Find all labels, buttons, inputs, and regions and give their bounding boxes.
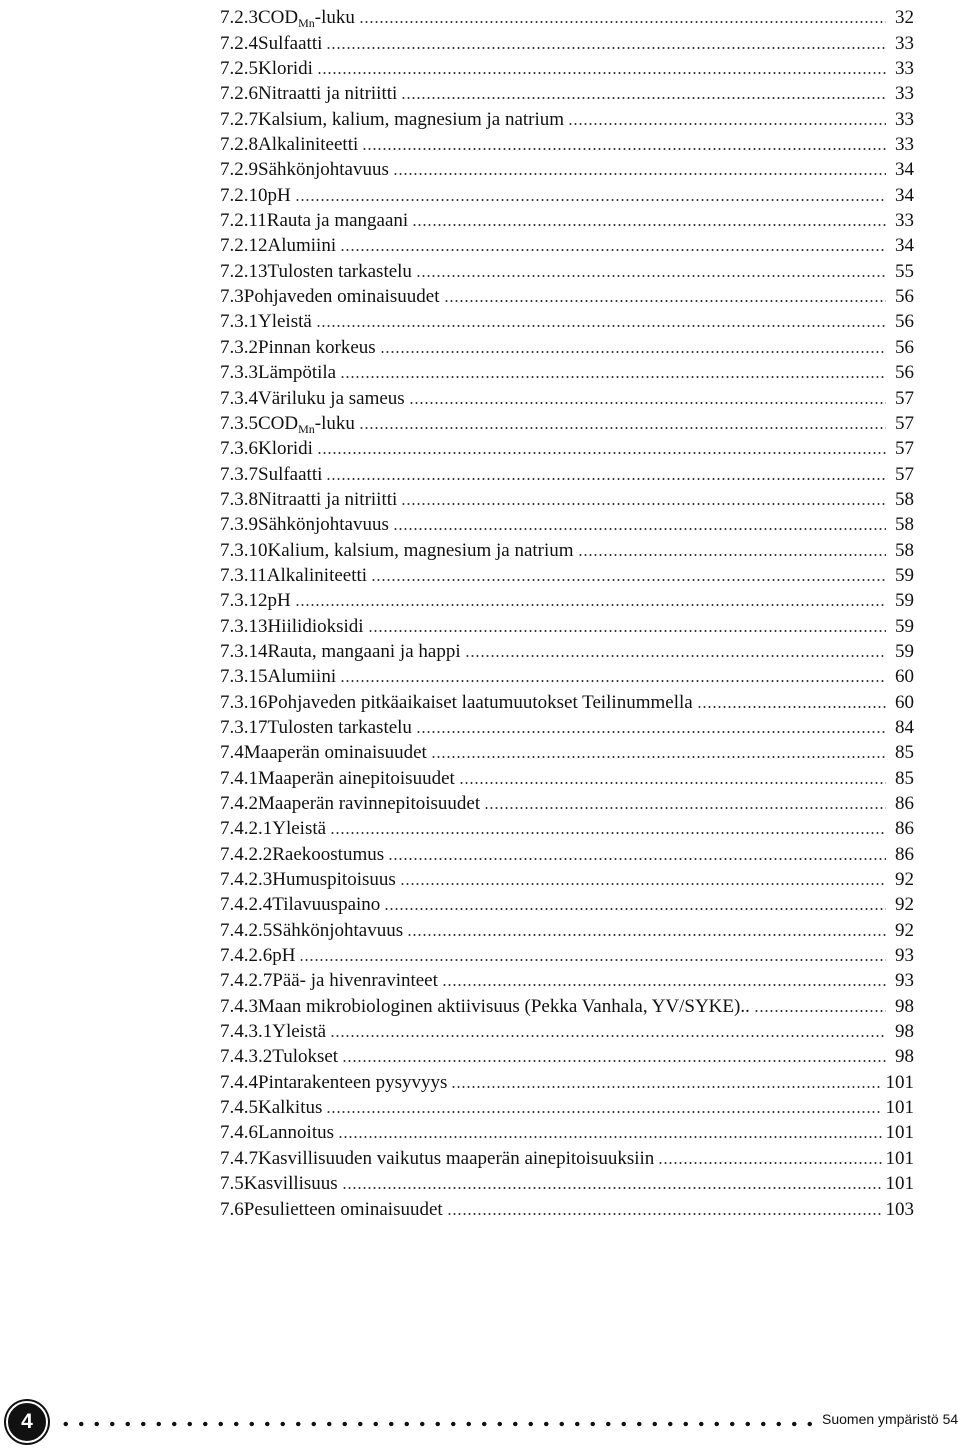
toc-entry: [220, 433, 914, 458]
toc-entry-number: 7.4.3.1: [220, 1021, 273, 1043]
toc-entry: [220, 889, 914, 914]
toc-entry-title: [258, 59, 313, 78]
toc-entry-number: 7.4.4: [220, 1071, 258, 1093]
toc-entry: [220, 940, 914, 965]
toc-entry-title-text: Lämpötila: [258, 362, 337, 384]
toc-entry: [220, 306, 914, 331]
toc-entry-number: 7.4.2.4: [220, 894, 273, 916]
toc-entry-title: [268, 693, 693, 712]
toc-entry-leader: [342, 1060, 886, 1062]
toc-entry-title-text: Alkaliniteetti: [258, 134, 359, 156]
toc-entry-title-text: Tulosten tarkastelu: [267, 716, 412, 738]
toc-entry-page: 86: [895, 843, 914, 865]
toc-entry-page: 101: [885, 1122, 914, 1144]
toc-entry-title-text: Tilavuuspaino: [272, 894, 381, 916]
toc-entry: [220, 1041, 914, 1066]
toc-entry: [220, 509, 914, 534]
toc-entry-title-text: Tulosten tarkastelu: [267, 260, 412, 282]
toc-entry-title: [258, 769, 455, 788]
toc-entry-title-text: Kloridi: [258, 438, 313, 460]
toc-entry: [220, 357, 914, 382]
toc-entry-number: 7.4.1: [220, 767, 258, 789]
toc-entry-title: [272, 946, 295, 965]
toc-entry-title-suffix: -luku: [314, 7, 355, 29]
toc-entry-page: 33: [895, 83, 914, 105]
toc-entry-page: 57: [895, 387, 914, 409]
toc-entry-number: 7.3.14: [220, 640, 268, 662]
toc-entry-page: 56: [895, 336, 914, 358]
toc-entry-page: 57: [895, 438, 914, 460]
toc-entry-leader: [340, 680, 886, 682]
toc-entry-leader: [416, 275, 886, 277]
toc-entry-title: [258, 34, 322, 53]
toc-entry-title-text: Rauta ja mangaani: [266, 210, 409, 232]
toc-entry-title: [258, 135, 358, 154]
toc-entry-title: [258, 110, 564, 129]
toc-entry-title-text: Raekoostumus: [272, 843, 385, 865]
toc-entry-leader: [393, 173, 886, 175]
toc-entry: [220, 1016, 914, 1041]
toc-entry-number: 7.4.7: [220, 1147, 258, 1169]
toc-entry-leader: [295, 604, 886, 606]
toc-entry-leader: [295, 199, 886, 201]
toc-entry-title: [272, 1022, 326, 1041]
toc-entry-title: [268, 642, 461, 661]
toc-entry-leader: [359, 21, 886, 23]
toc-entry-title-text: Sähkönjohtavuus: [258, 159, 389, 181]
toc-entry-title: [244, 1174, 338, 1193]
toc-entry-page: 98: [895, 995, 914, 1017]
toc-entry-title: [258, 439, 313, 458]
toc-entry-number: 7.2.9: [220, 159, 258, 181]
toc-entry-title: [258, 1073, 447, 1092]
toc-entry-title-text: pH: [267, 590, 291, 612]
toc-entry-title: [272, 1047, 338, 1066]
toc-entry-leader: [326, 1111, 881, 1113]
toc-entry: [220, 1193, 914, 1218]
toc-entry-leader: [340, 249, 886, 251]
toc-entry-title: [258, 1149, 654, 1168]
footer-dot-rule: [58, 1421, 814, 1427]
toc-entry-leader: [393, 528, 886, 530]
toc-entry-leader: [401, 503, 886, 505]
toc-entry-title-suffix: -luku: [314, 412, 355, 434]
toc-entry-title-text: Pinnan korkeus: [258, 336, 376, 358]
toc-entry-title: [258, 412, 355, 436]
toc-entry-page: 101: [885, 1097, 914, 1119]
toc-entry-title: [258, 1123, 334, 1142]
toc-entry-page: 103: [885, 1198, 914, 1220]
toc-entry: [220, 686, 914, 711]
toc-entry-title-text: Alkaliniteetti: [266, 564, 368, 586]
toc-entry-number: 7.3.17: [220, 716, 268, 738]
toc-entry-title: [268, 541, 574, 560]
toc-entry-number: 7.3.8: [220, 488, 258, 510]
toc-entry-leader: [444, 300, 886, 302]
toc-entry-title-text: Kalkitus: [258, 1097, 323, 1119]
toc-entry-page: 55: [895, 260, 914, 282]
toc-entry-title-text: Maaperän ainepitoisuudet: [258, 767, 455, 789]
toc-entry-page: 98: [895, 1021, 914, 1043]
toc-entry-leader: [431, 756, 886, 758]
toc-entry-page: 33: [895, 134, 914, 156]
toc-entry-leader: [330, 1035, 886, 1037]
toc-entry-title: [258, 84, 397, 103]
toc-entry: [220, 27, 914, 52]
toc-entry-page: 92: [895, 919, 914, 941]
toc-entry-page: 59: [895, 564, 914, 586]
toc-entry: [220, 281, 914, 306]
toc-entry-title: [258, 997, 750, 1016]
toc-entry-title-text: Nitraatti ja nitriitti: [258, 83, 398, 105]
toc-entry: [220, 382, 914, 407]
toc-entry-leader: [658, 1162, 881, 1164]
toc-entry-number: 7.2.11: [220, 210, 267, 232]
toc-entry-number: 7.4.2.2: [220, 843, 273, 865]
toc-entry-number: 7.3: [220, 286, 244, 308]
toc-entry-title-text: Sulfaatti: [258, 463, 323, 485]
toc-entry-leader: [340, 376, 886, 378]
toc-entry-leader: [368, 630, 886, 632]
toc-entry-title-text: Kalsium, kalium, magnesium ja natrium: [258, 108, 565, 130]
toc-entry: [220, 179, 914, 204]
toc-entry-leader: [412, 224, 886, 226]
toc-entry-title: [272, 819, 326, 838]
toc-entry-number: 7.2.10: [220, 184, 268, 206]
toc-entry: [220, 78, 914, 103]
toc-entry-title-text: Nitraatti ja nitriitti: [258, 488, 398, 510]
toc-entry-title-text: Sähkönjohtavuus: [258, 514, 389, 536]
toc-entry-title-text: Kalium, kalsium, magnesium ja natrium: [267, 539, 574, 561]
toc-entry-title: [272, 895, 380, 914]
toc-entry: [220, 737, 914, 762]
toc-entry-number: 7.4.5: [220, 1097, 258, 1119]
toc-entry-title-text: Rauta, mangaani ja happi: [267, 640, 461, 662]
toc-entry: [220, 255, 914, 280]
toc-entry-number: 7.4.6: [220, 1122, 258, 1144]
toc-entry: [220, 864, 914, 889]
toc-entry-page: 34: [895, 184, 914, 206]
series-name: Suomen ympäristö 54: [822, 1411, 959, 1427]
toc-entry-title-text: Hiilidioksidi: [267, 615, 364, 637]
toc-entry-title-text: Yleistä: [258, 311, 312, 333]
toc-entry: [220, 585, 914, 610]
toc-entry-number: 7.4.2.3: [220, 869, 273, 891]
toc-entry-page: 33: [895, 32, 914, 54]
toc-entry: [220, 1066, 914, 1091]
toc-entry-number: 7.4.2.7: [220, 970, 273, 992]
toc-entry-title-text: Sulfaatti: [258, 32, 323, 54]
toc-entry: [220, 331, 914, 356]
page-number-badge: 4: [6, 1401, 48, 1443]
toc-entry-page: 60: [895, 666, 914, 688]
toc-entry-page: 98: [895, 1046, 914, 1068]
toc-entry-leader: [371, 579, 886, 581]
toc-entry-number: 7.4: [220, 742, 244, 764]
toc-entry-page: 33: [895, 58, 914, 80]
toc-entry-page: 85: [895, 767, 914, 789]
toc-entry-leader: [401, 97, 886, 99]
toc-entry-page: 60: [895, 691, 914, 713]
toc-entry-number: 7.4.2.1: [220, 818, 273, 840]
toc-entry: [220, 560, 914, 585]
toc-entry-number: 7.3.13: [220, 615, 268, 637]
toc-entry-title-text: Maaperän ominaisuudet: [243, 742, 427, 764]
toc-entry-number: 7.4.2.6: [220, 945, 273, 967]
toc-entry-subscript: Mn: [298, 16, 315, 31]
toc-entry-title-text: Maan mikrobiologinen aktiivisuus (Pekka Vanhala, YV/SYKE)..: [258, 995, 750, 1017]
toc-entry-page: 33: [895, 108, 914, 130]
toc-entry-page: 85: [895, 742, 914, 764]
toc-entry-title-text: Maaperän ravinnepitoisuudet: [258, 793, 481, 814]
toc-entry-title: [258, 1098, 322, 1117]
toc-entry-title: [258, 363, 336, 382]
toc-entry-leader: [465, 655, 886, 657]
toc-entry-title: [244, 743, 427, 762]
toc-entry-page: 56: [895, 286, 914, 308]
toc-entry-leader: [317, 452, 886, 454]
toc-entry: [220, 1142, 914, 1167]
toc-entry: [220, 1117, 914, 1142]
toc-entry-title: [272, 921, 403, 940]
toc-entry-page: 58: [895, 488, 914, 510]
toc-entry-number: 7.3.4: [220, 387, 258, 409]
toc-entry-title: [258, 160, 389, 179]
toc-entry-title: [268, 236, 337, 255]
toc-entry-page: 32: [895, 7, 914, 29]
page-footer: [0, 1395, 960, 1445]
toc-entry-title-text: Humuspitoisuus: [272, 869, 396, 891]
toc-entry-title-text: Väriluku ja sameus: [258, 387, 405, 409]
toc-entry-leader: [388, 858, 886, 860]
toc-entry-page: 101: [885, 1147, 914, 1169]
toc-entry-page: 59: [895, 590, 914, 612]
toc-entry-title: [258, 7, 355, 31]
toc-entry-number: 7.3.7: [220, 463, 258, 485]
toc-entry-title-text: COD: [258, 412, 299, 434]
toc-entry-leader: [459, 782, 886, 784]
toc-entry-leader: [568, 123, 886, 125]
toc-entry-title-text: Alumiini: [267, 666, 337, 688]
toc-entry-leader: [447, 1213, 882, 1215]
toc-entry-number: 7.2.13: [220, 260, 268, 282]
toc-entry-title: [258, 490, 397, 509]
toc-entry-leader: [326, 47, 886, 49]
toc-entry-title: [258, 338, 376, 357]
toc-entry-leader: [754, 1010, 886, 1012]
toc-entry-number: 7.3.15: [220, 666, 268, 688]
toc-entry: [220, 230, 914, 255]
toc-entry-page: 56: [895, 311, 914, 333]
table-of-contents: [220, 2, 914, 1219]
toc-entry-number: 7.5: [220, 1173, 244, 1195]
toc-entry-title-text: pH: [267, 184, 291, 206]
toc-entry-leader: [316, 325, 886, 327]
toc-entry-title-text: Yleistä: [272, 818, 327, 840]
toc-entry-number: 7.2.4: [220, 32, 258, 54]
toc-entry-page: 33: [895, 210, 914, 232]
toc-entry-title-text: COD: [258, 7, 299, 29]
toc-entry-number: 7.2.3: [220, 7, 258, 29]
toc-entry-page: 101: [885, 1071, 914, 1093]
toc-entry-number: 7.3.6: [220, 438, 258, 460]
toc-entry: [220, 813, 914, 838]
toc-entry-page: 93: [895, 970, 914, 992]
toc-entry-leader: [380, 351, 886, 353]
toc-entry-title-text: Pää- ja hivenravinteet: [272, 970, 438, 992]
toc-entry-title: [244, 1200, 443, 1219]
toc-entry-title: [258, 515, 389, 534]
toc-entry: [220, 484, 914, 509]
toc-entry-title-text: Sähkönjohtavuus: [272, 919, 404, 941]
toc-entry-title: [268, 718, 412, 737]
toc-entry-title: [258, 465, 322, 484]
toc-entry-number: 7.2.12: [220, 235, 268, 257]
toc-entry-page: 59: [895, 615, 914, 637]
toc-entry-subscript: Mn: [298, 421, 315, 436]
toc-entry: [220, 838, 914, 863]
toc-entry-page: 56: [895, 362, 914, 384]
toc-entry-leader: [317, 72, 886, 74]
toc-entry: [220, 788, 914, 813]
toc-entry-title: [272, 870, 396, 889]
toc-entry: [220, 408, 914, 436]
toc-entry-page: 57: [895, 412, 914, 434]
toc-entry-title: [258, 794, 480, 813]
toc-entry: [220, 661, 914, 686]
toc-entry-title-text: Pesulietteen ominaisuudet: [243, 1198, 443, 1220]
toc-entry-title: [244, 287, 440, 306]
toc-entry-number: 7.4.3: [220, 995, 258, 1017]
toc-entry: [220, 2, 914, 31]
toc-entry-title-text: Pohjaveden ominaisuudet: [243, 286, 440, 308]
toc-entry-number: 7.3.9: [220, 514, 258, 536]
toc-entry-leader: [338, 1136, 882, 1138]
toc-entry-number: 7.3.3: [220, 362, 258, 384]
toc-entry-leader: [342, 1187, 882, 1189]
toc-entry-leader: [299, 959, 886, 961]
toc-entry-leader: [330, 832, 886, 834]
toc-entry-leader: [400, 883, 886, 885]
toc-entry-title-text: Yleistä: [272, 1021, 327, 1043]
toc-entry-leader: [442, 984, 886, 986]
toc-entry-number: 7.4.2: [220, 793, 258, 814]
toc-entry-number: 7.4.3.2: [220, 1046, 273, 1068]
toc-entry: [220, 1092, 914, 1117]
toc-entry-page: 34: [895, 235, 914, 257]
toc-entry-number: 7.3.5: [220, 412, 258, 434]
toc-entry: [220, 154, 914, 179]
toc-entry-page: 93: [895, 945, 914, 967]
toc-entry: [220, 1168, 914, 1193]
toc-entry-page: 58: [895, 539, 914, 561]
toc-entry-number: 7.3.2: [220, 336, 258, 358]
toc-entry-leader: [697, 706, 886, 708]
toc-entry: [220, 103, 914, 128]
toc-entry-page: 34: [895, 159, 914, 181]
toc-entry-title-text: Lannoitus: [258, 1122, 334, 1144]
toc-entry: [220, 610, 914, 635]
toc-entry-title-text: Kasvillisuuden vaikutus maaperän ainepitoisuuksiin: [258, 1147, 655, 1169]
toc-entry-leader: [384, 908, 886, 910]
toc-entry-number: 7.2.8: [220, 134, 258, 156]
toc-entry-leader: [484, 807, 886, 809]
toc-entry: [220, 914, 914, 939]
toc-entry-number: 7.2.6: [220, 83, 258, 105]
toc-entry: [220, 636, 914, 661]
toc-entry-number: 7.4.2.5: [220, 919, 273, 941]
toc-entry-title-text: Kloridi: [258, 58, 313, 80]
toc-entry-title-text: Alumiini: [267, 235, 337, 257]
toc-entry-title-text: pH: [272, 945, 296, 967]
toc-entry-number: 7.3.12: [220, 590, 268, 612]
toc-entry-leader: [451, 1086, 881, 1088]
toc-entry-title-text: Kasvillisuus: [243, 1173, 338, 1195]
toc-entry-leader: [326, 478, 886, 480]
toc-entry-title: [268, 667, 337, 686]
toc-entry-page: 86: [895, 818, 914, 840]
toc-entry-number: 7.2.7: [220, 108, 258, 130]
toc-entry-title: [267, 566, 367, 585]
toc-entry-number: 7.3.16: [220, 691, 268, 713]
toc-entry-page: 92: [895, 894, 914, 916]
toc-entry-leader: [362, 148, 886, 150]
toc-entry-number: 7.2.5: [220, 58, 258, 80]
toc-entry: [220, 534, 914, 559]
toc-entry-leader: [409, 402, 886, 404]
toc-entry-title: [272, 971, 438, 990]
toc-entry: [220, 458, 914, 483]
toc-entry-number: 7.3.11: [220, 564, 267, 586]
toc-entry-page: 92: [895, 869, 914, 891]
toc-entry: [220, 965, 914, 990]
toc-entry: [220, 53, 914, 78]
toc-entry: [220, 712, 914, 737]
toc-entry-title: [258, 389, 405, 408]
toc-entry-number: 7.3.1: [220, 311, 258, 333]
toc-entry-title: [268, 591, 291, 610]
toc-entry-leader: [407, 934, 886, 936]
toc-entry-page: 58: [895, 514, 914, 536]
toc-entry-page: 86: [895, 793, 914, 814]
toc-entry: [220, 129, 914, 154]
toc-entry: [220, 990, 914, 1015]
toc-entry: [220, 762, 914, 787]
toc-entry-page: 84: [895, 716, 914, 738]
toc-entry-number: 7.6: [220, 1198, 244, 1220]
toc-entry-page: 59: [895, 640, 914, 662]
toc-entry-leader: [359, 427, 886, 429]
toc-entry-title: [268, 262, 412, 281]
toc-entry-title-text: Tulokset: [272, 1046, 339, 1068]
toc-entry-title: [258, 312, 312, 331]
toc-entry-page: 101: [885, 1173, 914, 1195]
toc-entry-page: 57: [895, 463, 914, 485]
toc-entry-title: [267, 211, 408, 230]
toc-entry-title: [268, 186, 291, 205]
toc-entry-title: [272, 845, 384, 864]
toc-entry-title-text: Pohjaveden pitkäaikaiset laatumuutokset Teilinummella: [267, 691, 693, 713]
toc-entry-title-text: Pintarakenteen pysyvyys: [258, 1071, 448, 1093]
toc-entry-leader: [416, 731, 886, 733]
toc-entry-leader: [578, 554, 886, 556]
toc-entry-title: [268, 617, 364, 636]
toc-entry-number: 7.3.10: [220, 539, 268, 561]
toc-entry: [220, 205, 914, 230]
